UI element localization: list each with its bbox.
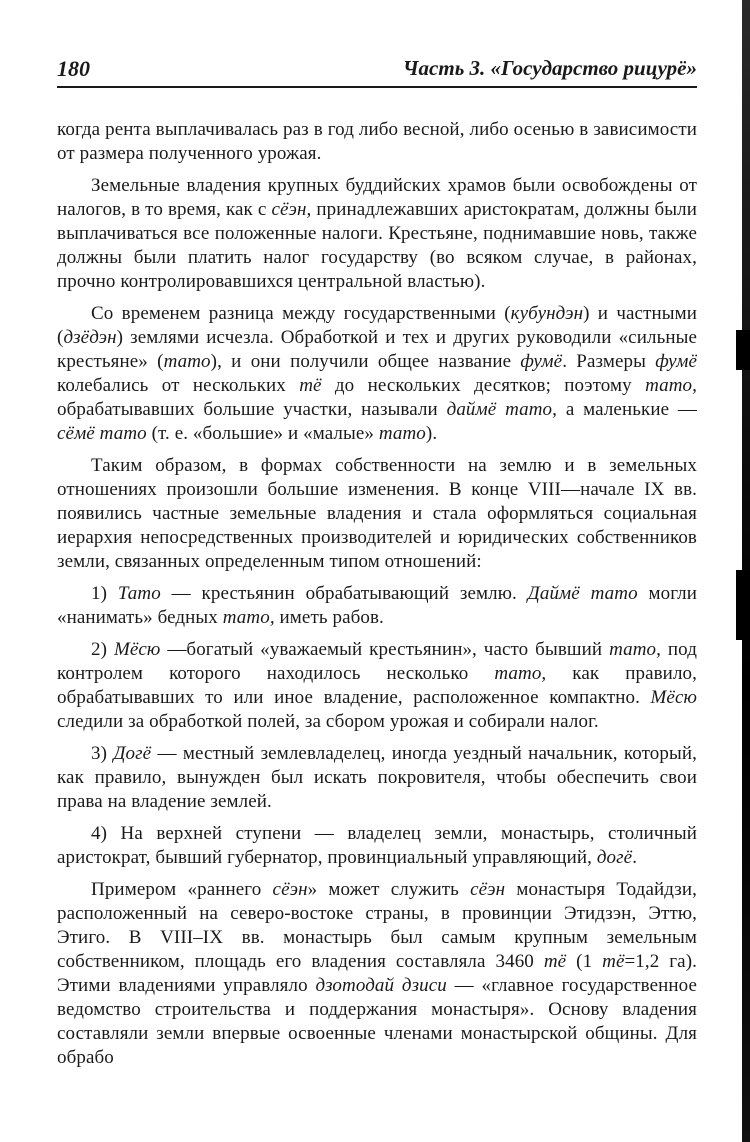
running-title: Часть 3. «Государство рицурё» [402, 56, 697, 80]
page-number: 180 [57, 56, 90, 81]
scan-edge-shadow [742, 0, 750, 1142]
scan-edge-notch [736, 330, 750, 370]
list-item: 4) На верхней ступени — владелец земли, монастырь, столичный аристократ, бывший губернатор, провинциальный управляющий, догё. [57, 823, 697, 868]
list-item: 2) Мёсю —богатый «уважаемый крестьянин», часто бывший тато, под контролем которого находилось несколько тато, как правило, обрабатывавших то или иное владение, расположенное компактно. Мёсю следили за обработкой полей, за сбором урожая и собирали налог. [57, 639, 697, 732]
scan-edge-notch [736, 570, 750, 640]
paragraph: когда рента выплачивалась раз в год либо весной, либо осенью в зависимости от размера полученного урожая. [57, 119, 697, 164]
body-text [57, 118, 697, 1078]
list-item: 1) Тато — крестьянин обрабатывающий землю. Даймё тато могли «нанимать» бедных тато, иметь рабов. [57, 583, 697, 628]
paragraph: Примером «раннего сёэн» может служить сёэн монастыря Тодайдзи, расположенный на северо-востоке страны, в провинции Этидзэн, Эттю, Этиго. В VIII–IX вв. монастырь был самым крупным земельным собственником, площадь его владения составляла 3460 тё (1 тё=1,2 га). Этими владениями управляло дзотодай дзиси — «главное государственное ведомство строительства и поддержания монастыря». Основу владения составляли земли впервые освоенные членами монастырской общины. Для обрабо [57, 879, 698, 1068]
paragraph: Земельные владения крупных буддийских храмов были освобождены от налогов, в то время, как с сёэн, принадлежавших аристократам, должны были выплачиваться все положенные налоги. Крестьяне, поднимавшие новь, также должны были платить налог государству (во всяком случае, в районах, прочно контролировавшихся центральной властью). [57, 175, 697, 292]
list-item: 3) Догё — местный землевладелец, иногда уездный начальник, который, как правило, вынужден был искать покровителя, чтобы обеспечить свои права на владение землей. [57, 743, 697, 812]
paragraph: Таким образом, в формах собственности на землю и в земельных отношениях произошли большие изменения. В конце VIII—начале IX вв. появились частные земельные владения и стала оформляться социальная иерархия непосредственных производителей и юридических собственников земли, связанных определенным типом отношений: [57, 455, 697, 572]
page-header [57, 52, 697, 88]
paragraph: Со временем разница между государственными (кубундэн) и частными (дзёдэн) землями исчезла. Обработкой и тех и других руководили «сильные крестьяне» (тато), и они получили общее название фумё. Размеры фумё колебались от нескольких тё до нескольких десятков; поэтому тато, обрабатывавших большие участки, называли даймё тато, а маленькие — сёмё тато (т. е. «большие» и «малые» тато). [57, 303, 698, 444]
